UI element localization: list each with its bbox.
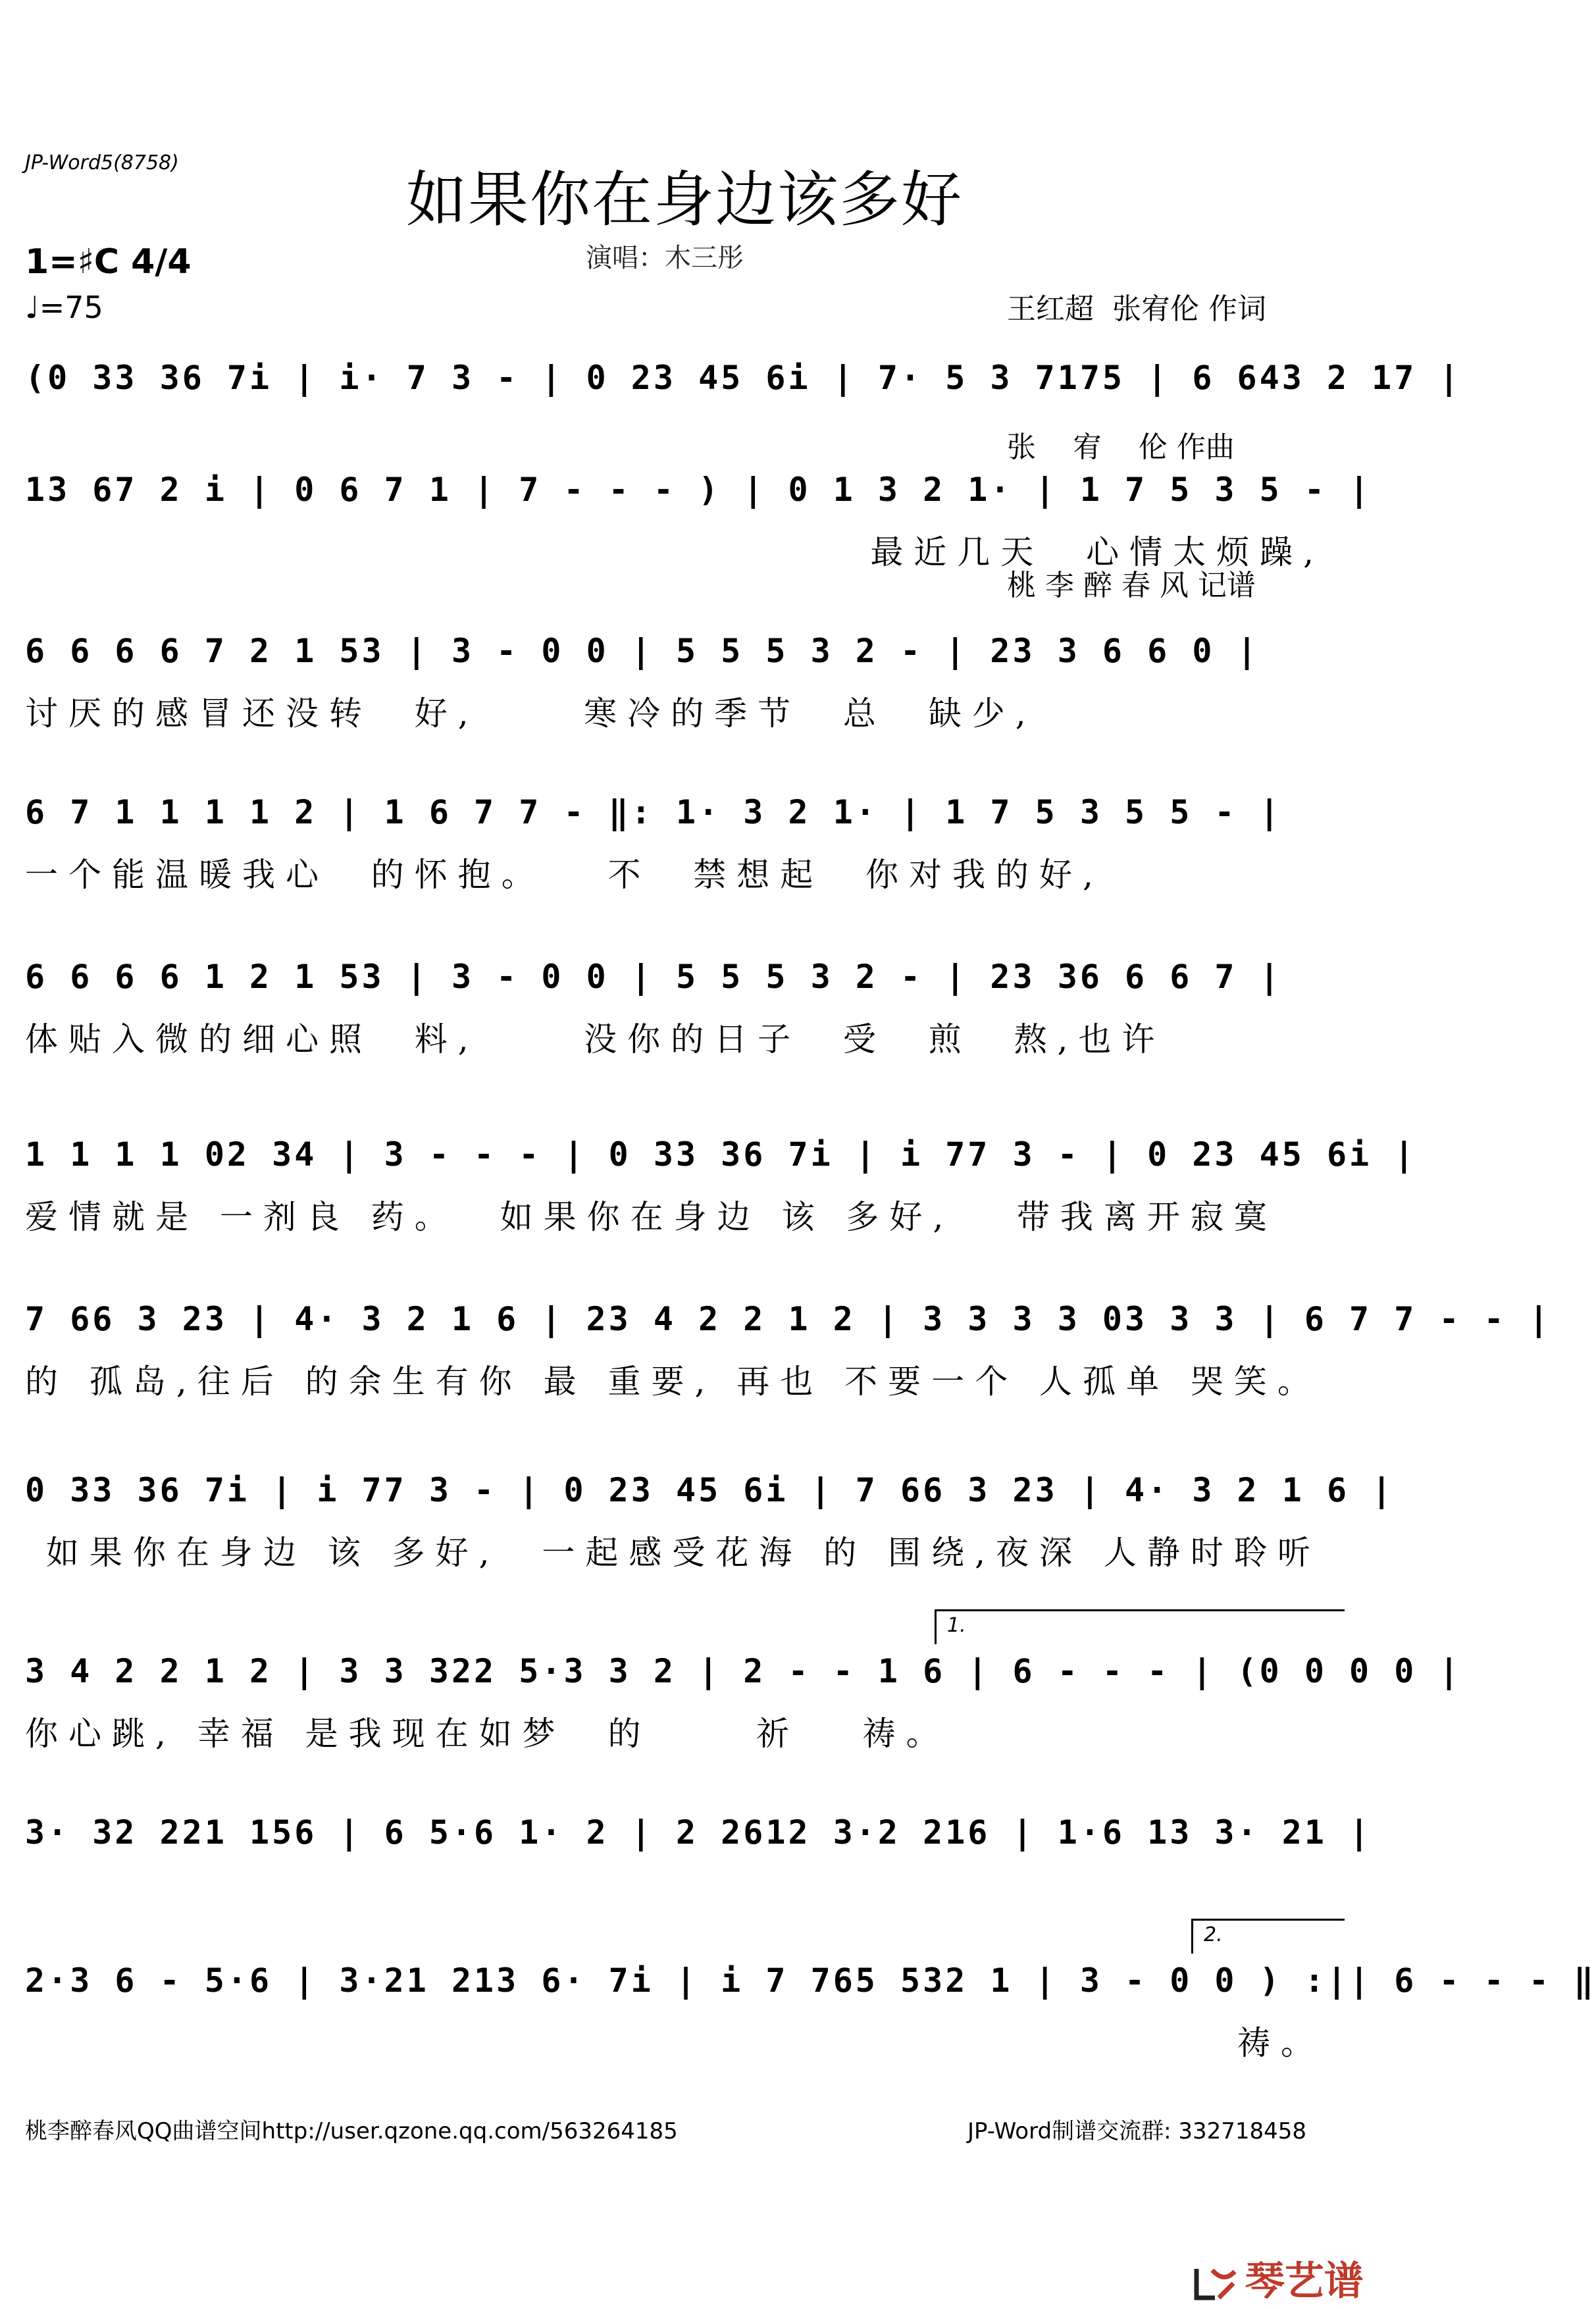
staff-line-9 [25, 1652, 1462, 1755]
notes-line: 6 7 1 1 1 1 2 | 1 6 7 7 - ‖: 1· 3 2 1· | 1 7 5 3 5 5 - | [25, 793, 1282, 831]
lyrics-line: 如果你在身边 该 多好, 一起感受花海 的 围绕,夜深 人静时聆听 [25, 1534, 1321, 1572]
lyricist-credit: 王红超 张宥伦 作词 [1007, 292, 1266, 326]
transcriber-credit: 桃 李 醉 春 风 记谱 [1007, 569, 1256, 602]
logo-text: 琴艺谱 [1245, 2258, 1364, 2304]
lyrics-line: 最近几天 心情太烦躁, [870, 533, 1324, 571]
notes-line: (0 33 36 7i | i· 7 3 - | 0 23 45 6i | 7· 5 3 7175 | 6 643 2 17 | [25, 359, 1462, 397]
logo-icon [1193, 2264, 1239, 2303]
staff-line-2 [25, 471, 1372, 573]
source-label: JP-Word5(8758) [25, 151, 179, 174]
lyrics-line: 的 孤岛,往后 的余生有你 最 重要, 再也 不要一个 人孤单 哭笑。 [25, 1362, 1321, 1401]
lyrics-line: 体贴入微的细心照 料, 没你的日子 受 煎 熬,也许 [25, 1020, 1166, 1058]
staff-line-5 [25, 958, 1344, 1060]
lyrics-line: 一个能温暖我心 的怀抱。 不 禁想起 你对我的好, [25, 856, 1104, 894]
second-ending-label: 2. [1204, 1923, 1223, 1946]
lyrics-line: 爱情就是 一剂良 药。 如果你在身边 该 多好, 带我离开寂寞 [25, 1198, 1277, 1236]
lyrics-line: 祷。 [1237, 2024, 1324, 2062]
staff-line-6 [25, 1135, 1417, 1238]
composer-credit: 张 宥 伦 作曲 [1007, 430, 1235, 464]
key-signature: 1=♯C 4/4 [25, 242, 192, 282]
notes-line: 7 66 3 23 | 4· 3 2 1 6 | 23 4 2 2 1 2 | 3 3 3 3 03 3 3 | 6 7 7 - - | [25, 1300, 1551, 1338]
notes-line: 2·3 6 - 5·6 | 3·21 213 6· 7i | i 7 765 532 1 | 3 - 0 0 ) :|| 6 - - - ‖ [25, 1961, 1596, 2000]
notes-line: 0 33 36 7i | i 77 3 - | 0 23 45 6i | 7 66 3 23 | 4· 3 2 1 6 | [25, 1471, 1395, 1509]
notes-line: 3 4 2 2 1 2 | 3 3 322 5·3 3 2 | 2 - - 1 6 | 6 - - - | (0 0 0 0 | [25, 1652, 1462, 1690]
staff-line-3 [25, 632, 1344, 735]
logo [1165, 2204, 1364, 2306]
lyrics-line: 你心跳, 幸福 是我现在如梦 的 祈 祷。 [25, 1715, 950, 1753]
notes-line: 13 67 2 i | 0 6 7 1 | 7 - - - ) | 0 1 3 2 1· | 1 7 5 3 5 - | [25, 471, 1372, 509]
singer-label: 演唱：木三彤 [586, 243, 744, 273]
notes-line: 6 6 6 6 7 2 1 53 | 3 - 0 0 | 5 5 5 3 2 - | 23 3 6 6 0 | [25, 632, 1260, 670]
staff-line-7 [25, 1300, 1551, 1403]
staff-line-4 [25, 793, 1344, 896]
credits [1007, 194, 1266, 655]
footer-left: 桃李醉春风QQ曲谱空间http://user.qzone.qq.com/563264185 [25, 2118, 678, 2144]
song-title: 如果你在身边该多好 [405, 165, 963, 235]
notes-line: 6 6 6 6 1 2 1 53 | 3 - 0 0 | 5 5 5 3 2 - | 23 36 6 6 7 | [25, 958, 1282, 996]
first-ending-bracket [935, 1609, 1345, 1644]
tempo-mark: ♩=75 [25, 290, 103, 325]
staff-line-10 [25, 1813, 1372, 1869]
first-ending-label: 1. [947, 1614, 966, 1637]
staff-line-11 [25, 1961, 1596, 2064]
second-ending-bracket [1191, 1919, 1345, 1954]
staff-line-1 [25, 359, 1462, 414]
footer-right: JP-Word制谱交流群: 332718458 [967, 2118, 1307, 2144]
staff-line-8 [25, 1471, 1395, 1574]
notes-line: 1 1 1 1 02 34 | 3 - - - | 0 33 36 7i | i 77 3 - | 0 23 45 6i | [25, 1135, 1417, 1174]
notes-line: 3· 32 221 156 | 6 5·6 1· 2 | 2 2612 3·2 216 | 1·6 13 3· 21 | [25, 1813, 1372, 1852]
lyrics-line: 讨厌的感冒还没转 好, 寒冷的季节 总 缺少, [25, 694, 1037, 733]
